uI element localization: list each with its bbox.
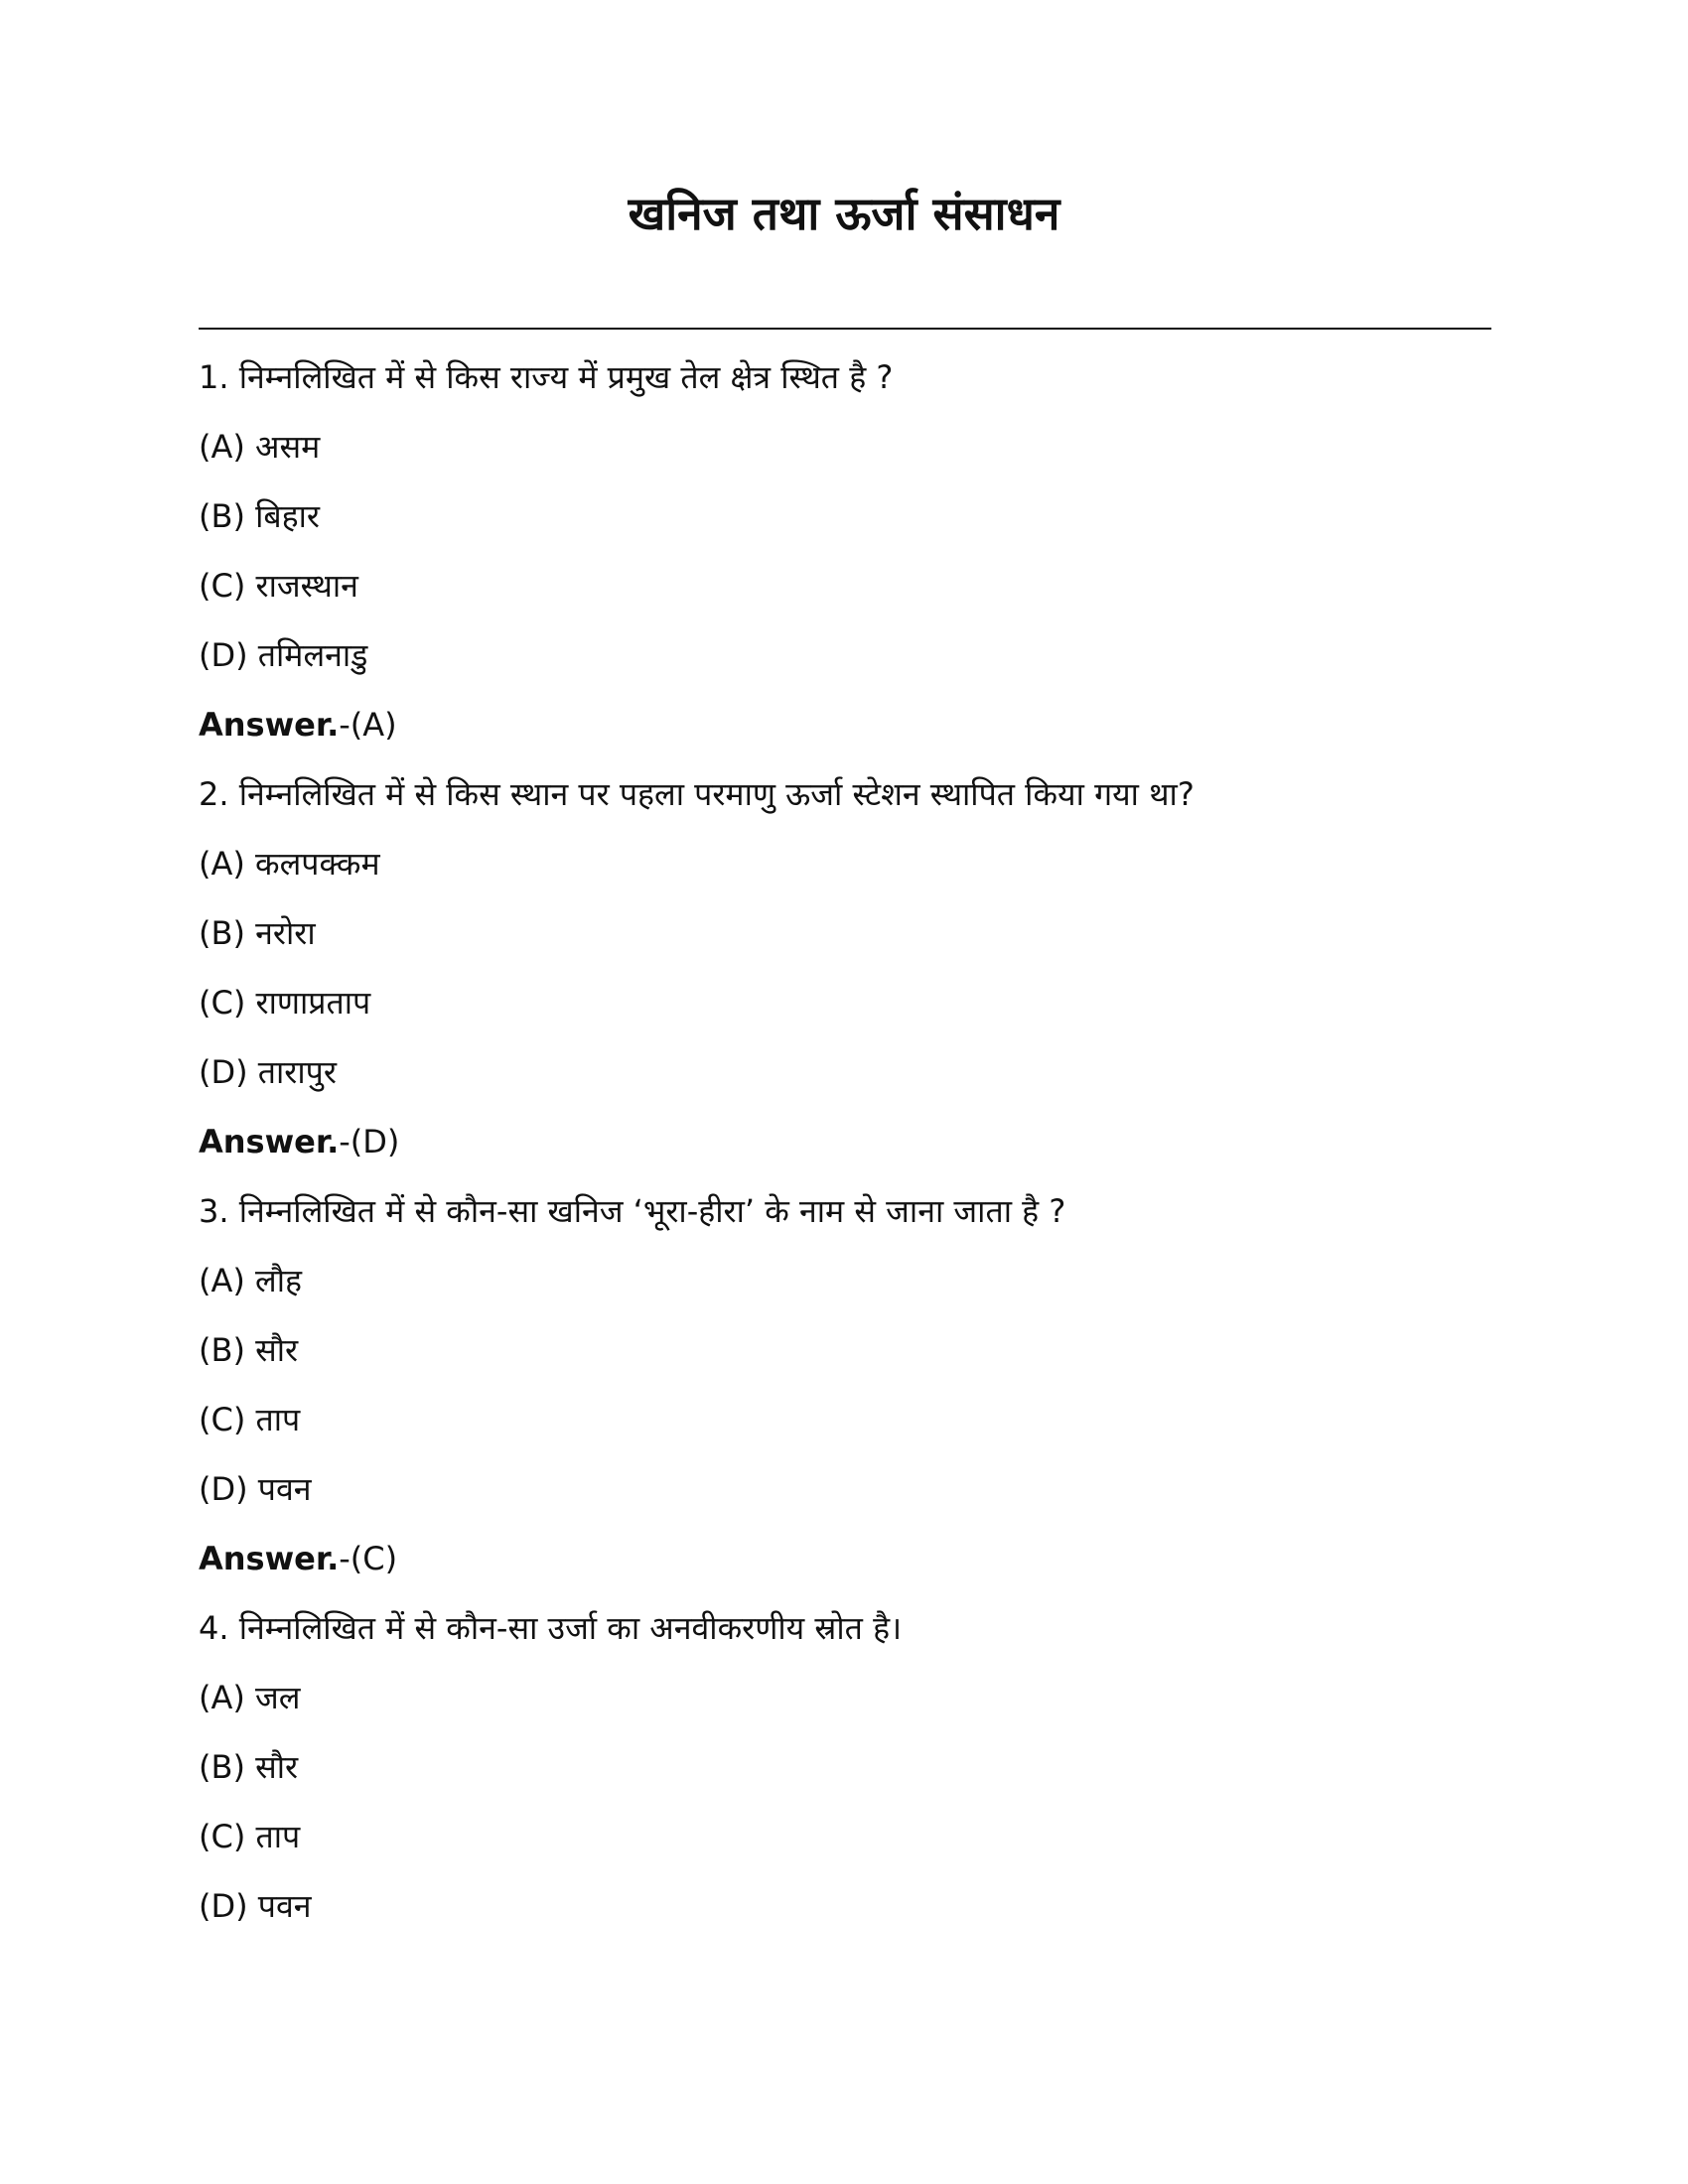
page-title: खनिज तथा ऊर्जा संसाधन (628, 187, 1060, 240)
question-1-option-c: (C) राजस्थान (199, 567, 358, 605)
question-3-option-a: (A) लौह (199, 1262, 303, 1299)
question-4-option-c: (C) ताप (199, 1818, 301, 1855)
question-2-option-a: (A) कलपक्कम (199, 845, 380, 883)
answer-label: Answer. (199, 1540, 340, 1577)
question-2-option-b: (B) नरोरा (199, 914, 316, 952)
question-2-answer (199, 1114, 1491, 1183)
question-1-option-d: (D) तमिलनाडु (199, 636, 368, 674)
question-4-option-a: (A) जल (199, 1679, 301, 1716)
question-1-option-a: (A) असम (199, 428, 321, 466)
answer-label: Answer. (199, 1123, 340, 1160)
question-2-option-d: (D) तारापुर (199, 1053, 337, 1091)
answer-value: -(D) (339, 1123, 400, 1160)
question-3-text: 3. निम्नलिखित में से कौन-सा खनिज ‘भूरा-हीरा’ के नाम से जाना जाता है ? (199, 1192, 1066, 1230)
question-2-text: 2. निम्नलिखित में से किस स्थान पर पहला परमाणु ऊर्जा स्टेशन स्थापित किया गया था? (199, 775, 1195, 813)
answer-value: -(C) (339, 1540, 398, 1577)
question-4-text: 4. निम्नलिखित में से कौन-सा उर्जा का अनवीकरणीय स्रोत है। (199, 1609, 903, 1647)
answer-value: -(A) (339, 706, 397, 744)
question-3-option-b: (B) सौर (199, 1331, 299, 1369)
questions-list (199, 349, 1491, 1948)
question-3-answer (199, 1531, 1491, 1600)
question-4-option-d: (D) पवन (199, 1887, 312, 1925)
question-2-option-c: (C) राणाप्रताप (199, 984, 371, 1022)
question-3-option-d: (D) पवन (199, 1470, 312, 1508)
question-1-option-b: (B) बिहार (199, 497, 321, 535)
question-1-text: 1. निम्नलिखित में से किस राज्य में प्रमुख तेल क्षेत्र स्थित है ? (199, 358, 894, 396)
question-3-option-c: (C) ताप (199, 1401, 301, 1438)
title-divider (199, 328, 1491, 330)
question-1-answer (199, 697, 1491, 766)
question-4-option-b: (B) सौर (199, 1748, 299, 1786)
answer-label: Answer. (199, 706, 340, 744)
